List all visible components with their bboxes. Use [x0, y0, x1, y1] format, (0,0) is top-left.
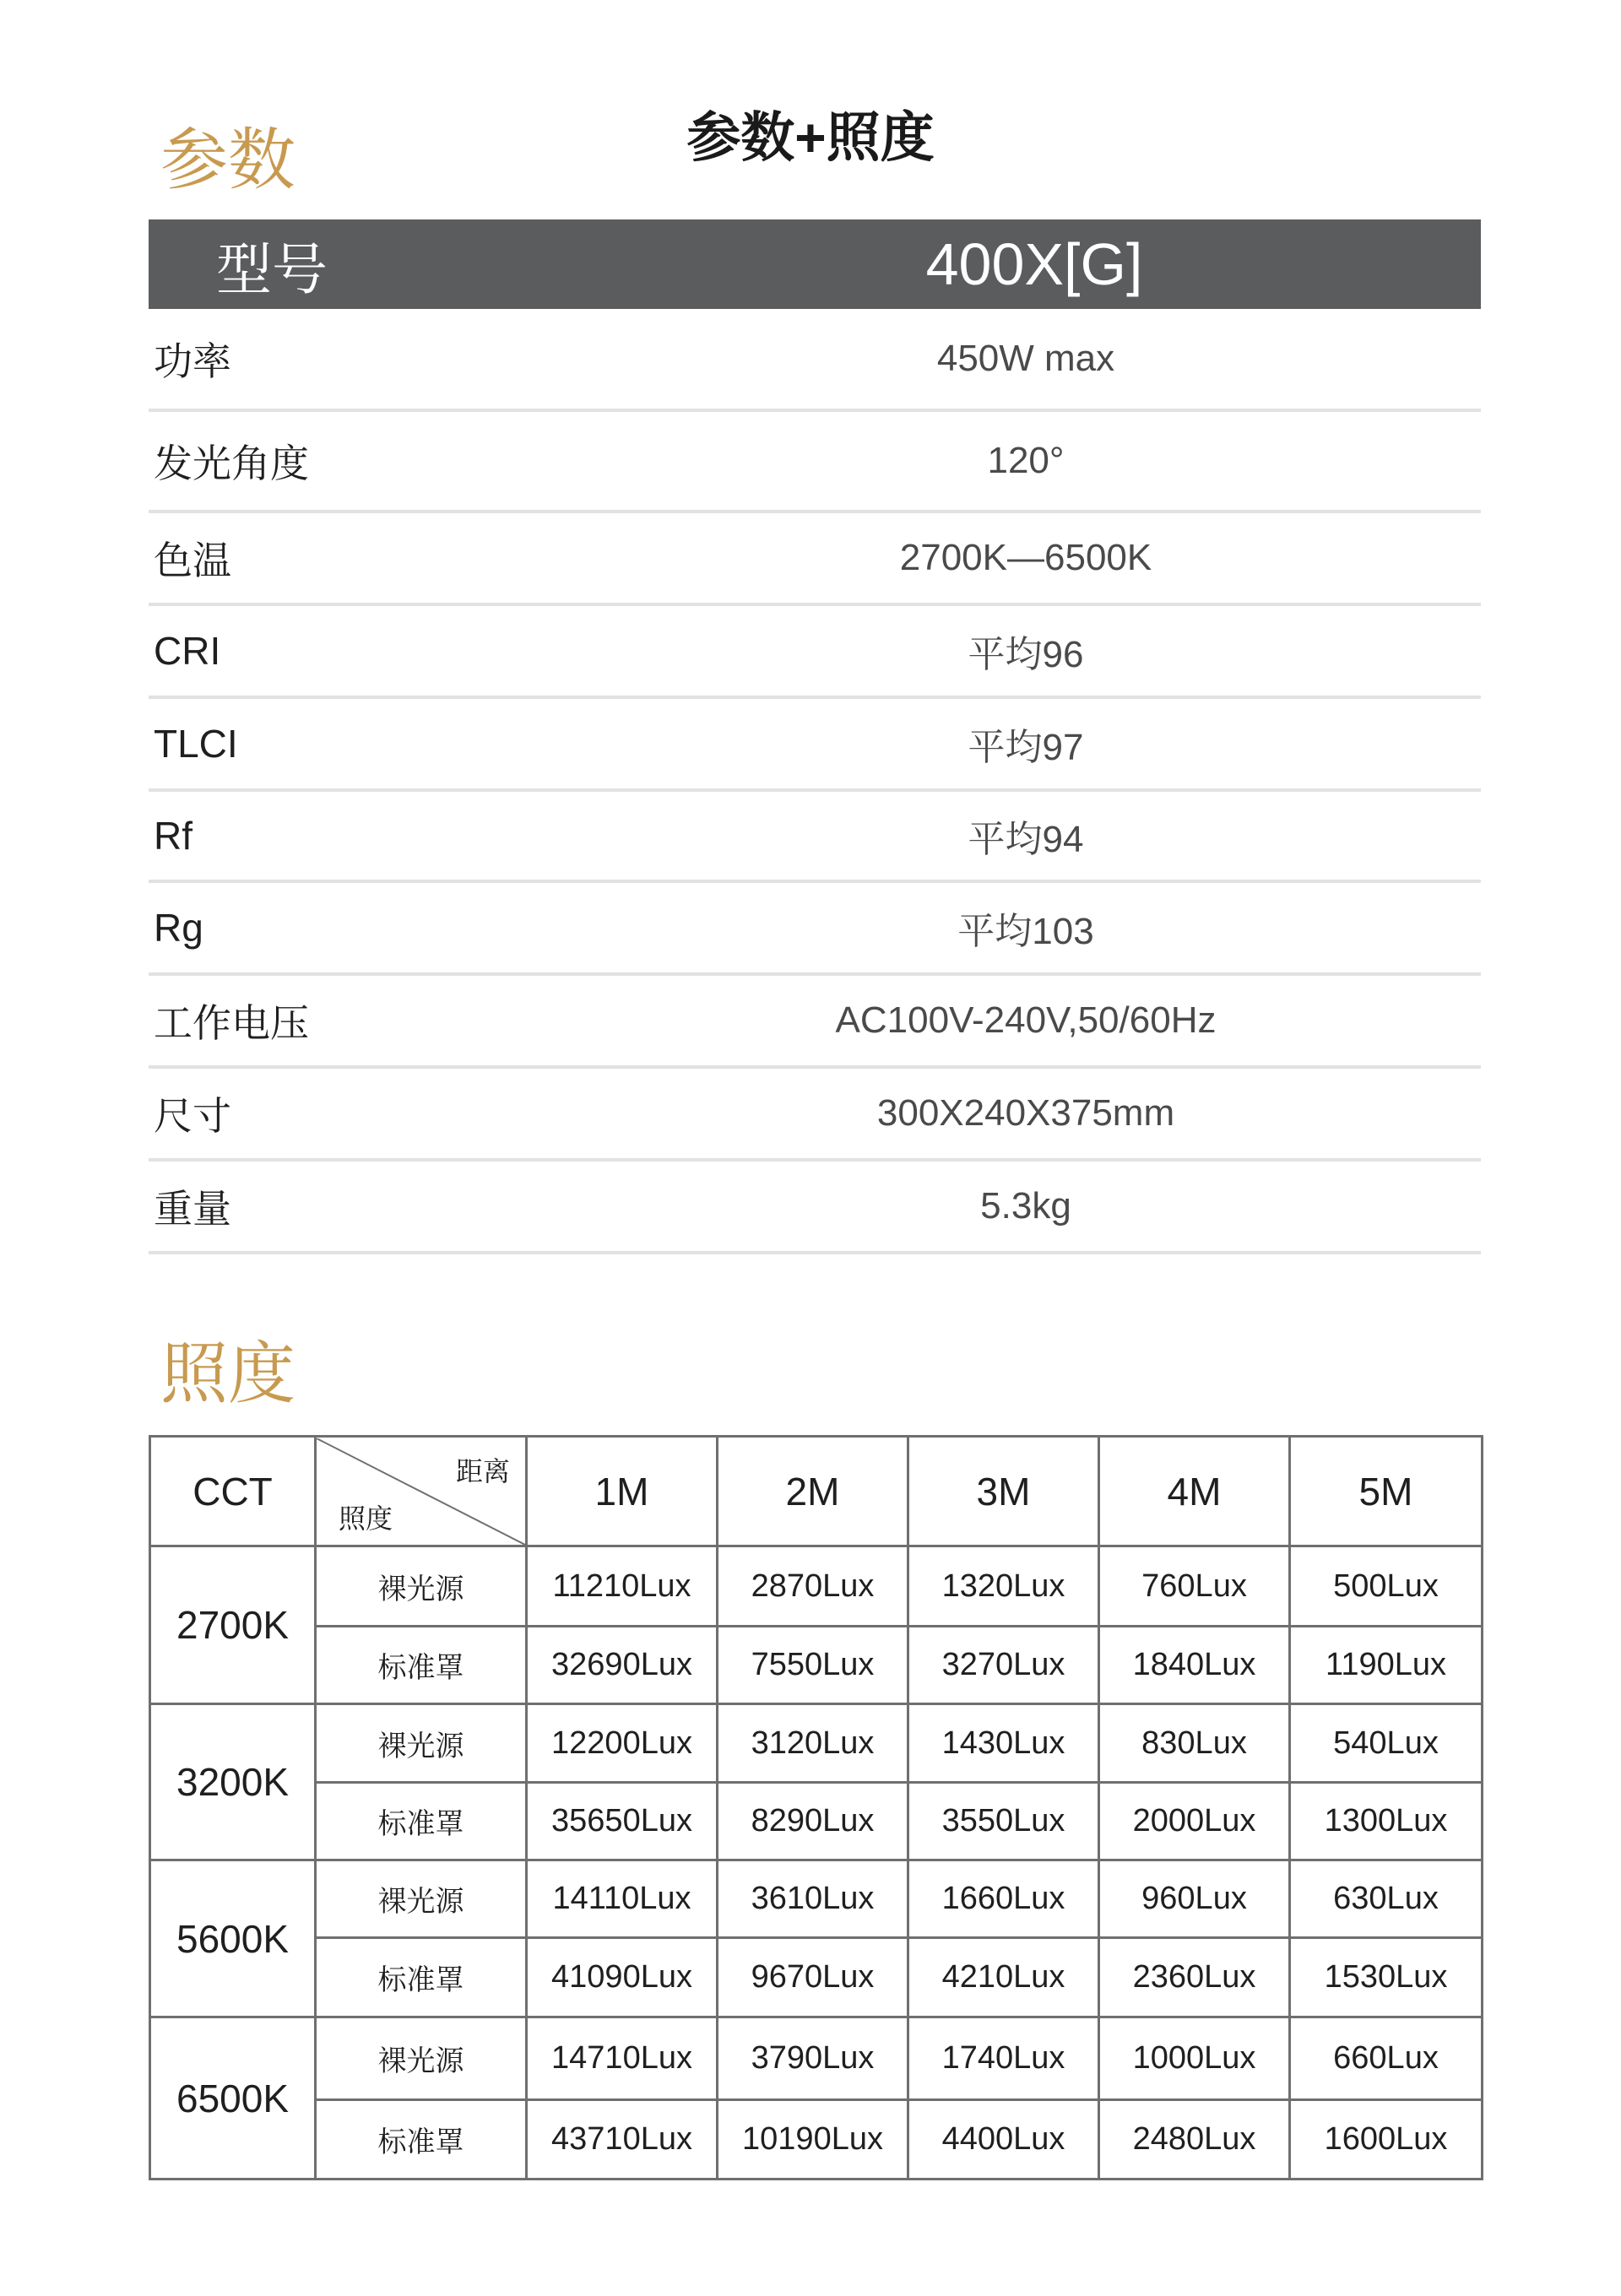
spec-row — [149, 792, 1481, 883]
spec-row — [149, 883, 1481, 976]
illuminance-label: 照度 — [339, 1503, 393, 1534]
spec-value: 120° — [987, 440, 1065, 481]
lux-cell: 3610Lux — [718, 1860, 908, 1938]
lux-cell: 11210Lux — [527, 1546, 718, 1627]
lux-cell: 660Lux — [1290, 2017, 1483, 2100]
lux-cell: 3790Lux — [718, 2017, 908, 2100]
lux-cell: 1000Lux — [1099, 2017, 1290, 2100]
spec-value: 平均96 — [968, 634, 1084, 675]
lux-cell: 1660Lux — [908, 1860, 1099, 1938]
lux-cell: 10190Lux — [718, 2100, 908, 2180]
source-cell: 标准罩 — [316, 1938, 527, 2017]
lux-cell: 43710Lux — [527, 2100, 718, 2180]
table-row — [150, 1546, 1483, 1627]
spec-value: AC100V-240V,50/60Hz — [835, 999, 1217, 1041]
diagonal-header-cell — [316, 1437, 527, 1546]
lux-cell: 35650Lux — [527, 1783, 718, 1860]
distance-header: 3M — [908, 1437, 1099, 1546]
lux-cell: 500Lux — [1290, 1546, 1483, 1627]
cct-cell: 5600K — [150, 1860, 316, 2017]
cct-cell: 2700K — [150, 1546, 316, 1704]
lux-cell: 3270Lux — [908, 1627, 1099, 1704]
lux-cell: 4210Lux — [908, 1938, 1099, 2017]
lux-cell: 1430Lux — [908, 1704, 1099, 1783]
spec-value: 平均97 — [968, 727, 1084, 768]
table-row — [150, 1860, 1483, 1938]
spec-header-row — [149, 219, 1481, 309]
table-row — [150, 2017, 1483, 2100]
distance-header: 2M — [718, 1437, 908, 1546]
lux-cell: 3550Lux — [908, 1783, 1099, 1860]
lux-cell: 7550Lux — [718, 1627, 908, 1704]
lux-cell: 1740Lux — [908, 2017, 1099, 2100]
lux-cell: 960Lux — [1099, 1860, 1290, 1938]
spec-key: 功率 — [154, 339, 231, 383]
spec-table — [149, 219, 1481, 1254]
source-cell: 裸光源 — [316, 1860, 527, 1938]
lux-cell: 630Lux — [1290, 1860, 1483, 1938]
cct-cell: 6500K — [150, 2017, 316, 2180]
lux-cell: 2870Lux — [718, 1546, 908, 1627]
lux-cell: 14110Lux — [527, 1860, 718, 1938]
lux-cell: 14710Lux — [527, 2017, 718, 2100]
illuminance-table — [149, 1435, 1483, 2180]
lux-cell: 1190Lux — [1290, 1627, 1483, 1704]
table-row — [150, 2100, 1483, 2180]
distance-label: 距离 — [455, 1455, 510, 1486]
illum-section-title: 照度 — [160, 1336, 295, 1411]
source-cell: 标准罩 — [316, 1783, 527, 1860]
table-row — [150, 1938, 1483, 2017]
lux-cell: 540Lux — [1290, 1704, 1483, 1783]
spec-value: 5.3kg — [980, 1185, 1071, 1227]
lux-cell: 1300Lux — [1290, 1783, 1483, 1860]
spec-header-key: 型号 — [216, 237, 328, 301]
lux-cell: 1600Lux — [1290, 2100, 1483, 2180]
spec-key: TLCI — [154, 722, 238, 766]
spec-row — [149, 699, 1481, 792]
spec-row — [149, 976, 1481, 1069]
spec-row — [149, 412, 1481, 513]
lux-cell: 760Lux — [1099, 1546, 1290, 1627]
lux-cell: 1320Lux — [908, 1546, 1099, 1627]
spec-key: 尺寸 — [154, 1094, 231, 1138]
table-row — [150, 1627, 1483, 1704]
spec-row — [149, 1069, 1481, 1162]
spec-row — [149, 606, 1481, 699]
spec-value: 300X240X375mm — [876, 1092, 1175, 1134]
lux-cell: 2360Lux — [1099, 1938, 1290, 2017]
lux-cell: 32690Lux — [527, 1627, 718, 1704]
spec-header-value: 400X[G] — [925, 231, 1143, 297]
lux-cell: 9670Lux — [718, 1938, 908, 2017]
lux-cell: 830Lux — [1099, 1704, 1290, 1783]
source-cell: 裸光源 — [316, 1704, 527, 1783]
source-cell: 标准罩 — [316, 2100, 527, 2180]
table-row — [150, 1704, 1483, 1783]
lux-cell: 2000Lux — [1099, 1783, 1290, 1860]
spec-value: 450W max — [936, 338, 1115, 379]
spec-key: 色温 — [154, 539, 231, 582]
spec-value: 平均94 — [968, 819, 1084, 860]
spec-key: 重量 — [154, 1187, 231, 1231]
illum-header-row — [150, 1437, 1483, 1546]
lux-cell: 8290Lux — [718, 1783, 908, 1860]
lux-cell: 2480Lux — [1099, 2100, 1290, 2180]
cct-cell: 3200K — [150, 1704, 316, 1860]
spec-value: 平均103 — [957, 911, 1094, 952]
spec-row — [149, 513, 1481, 606]
distance-header: 1M — [527, 1437, 718, 1546]
source-cell: 裸光源 — [316, 1546, 527, 1627]
distance-header: 5M — [1290, 1437, 1483, 1546]
lux-cell: 4400Lux — [908, 2100, 1099, 2180]
spec-key: 工作电压 — [154, 1001, 309, 1045]
spec-row — [149, 309, 1481, 412]
spec-value: 2700K—6500K — [899, 537, 1152, 578]
spec-key: CRI — [154, 629, 221, 673]
distance-header: 4M — [1099, 1437, 1290, 1546]
spec-key: Rg — [154, 906, 203, 950]
source-cell: 裸光源 — [316, 2017, 527, 2100]
params-section-title: 参数 — [160, 122, 295, 198]
lux-cell: 3120Lux — [718, 1704, 908, 1783]
lux-cell: 1530Lux — [1290, 1938, 1483, 2017]
spec-row — [149, 1162, 1481, 1254]
lux-cell: 1840Lux — [1099, 1627, 1290, 1704]
table-row — [150, 1783, 1483, 1860]
lux-cell: 12200Lux — [527, 1704, 718, 1783]
source-cell: 标准罩 — [316, 1627, 527, 1704]
page-title: 参数+照度 — [686, 107, 935, 168]
lux-cell: 41090Lux — [527, 1938, 718, 2017]
spec-key: Rf — [154, 814, 192, 858]
cct-header: CCT — [150, 1437, 316, 1546]
spec-key: 发光角度 — [154, 441, 309, 485]
